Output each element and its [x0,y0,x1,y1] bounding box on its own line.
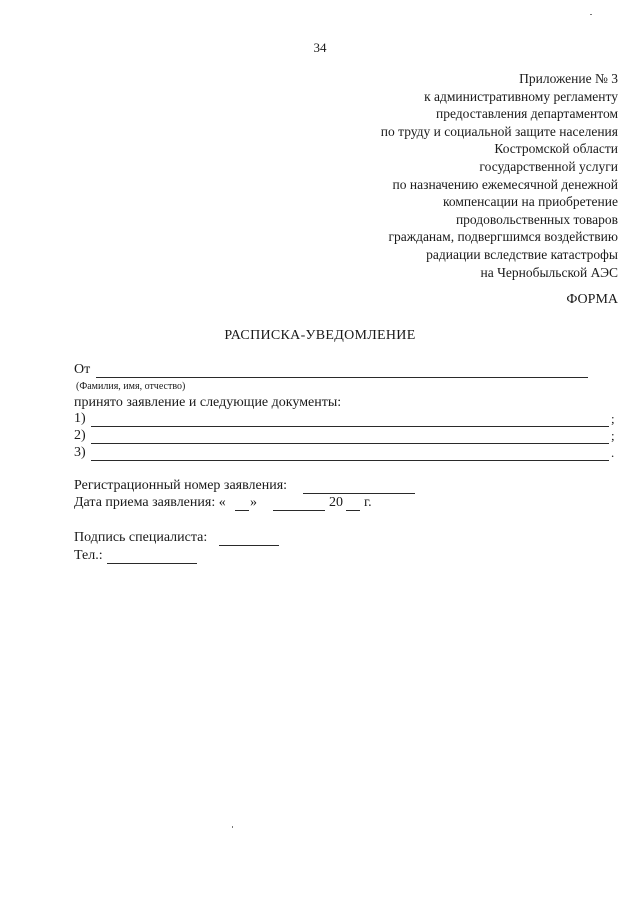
appendix-line: по назначению ежемесячной денежной [392,176,618,192]
registration-number-label: Регистрационный номер заявления: [74,478,288,493]
date-month-field[interactable] [273,510,325,511]
signature-field[interactable] [219,545,279,546]
appendix-line: Костромской области [494,141,618,157]
phone-field[interactable] [107,563,197,564]
registration-number-field[interactable] [303,493,415,494]
accepted-documents-text: принято заявление и следующие документы: [74,395,342,410]
from-hint: (Фамилия, имя, отчество) [76,381,186,392]
document-title: РАСПИСКА-УВЕДОМЛЕНИЕ [224,328,416,343]
appendix-line: государственной услуги [479,158,618,174]
document-end-mark: ; [611,428,615,443]
date-year-prefix: 20 [329,495,343,510]
from-label: От [74,362,91,377]
date-quote-close: » [250,495,257,510]
scan-speck [232,826,233,828]
document-end-mark: ; [611,411,615,426]
appendix-line: на Чернобыльской АЭС [480,264,618,280]
appendix-line: предоставления департаментом [436,106,618,122]
appendix-block [258,70,618,281]
appendix-line: продовольственных товаров [455,211,618,227]
document-field-3[interactable] [91,460,609,461]
form-label: ФОРМА [566,292,618,307]
appendix-line: радиации вследствие катастрофы [426,246,618,262]
from-name-field[interactable] [96,377,588,378]
date-year-field[interactable] [346,510,360,511]
scan-speck [590,14,592,15]
date-day-field[interactable] [235,510,249,511]
signature-label: Подпись специалиста: [74,530,208,545]
document-number: 3) [74,445,86,460]
date-label: Дата приема заявления: « [74,495,226,510]
appendix-line: гражданам, подвергшимся воздействию [388,229,618,245]
page-number: 34 [313,40,327,55]
document-end-mark: . [611,445,615,460]
appendix-line: к административному регламенту [424,88,618,104]
appendix-line: Приложение № 3 [519,71,618,86]
document-field-2[interactable] [91,443,609,444]
date-year-suffix: г. [364,495,372,510]
document-number: 2) [74,428,86,443]
document-number: 1) [74,411,86,426]
phone-label: Тел.: [74,548,103,563]
document-field-1[interactable] [91,426,609,427]
appendix-line: по труду и социальной защите населения [380,123,618,139]
appendix-line: компенсации на приобретение [442,194,618,210]
